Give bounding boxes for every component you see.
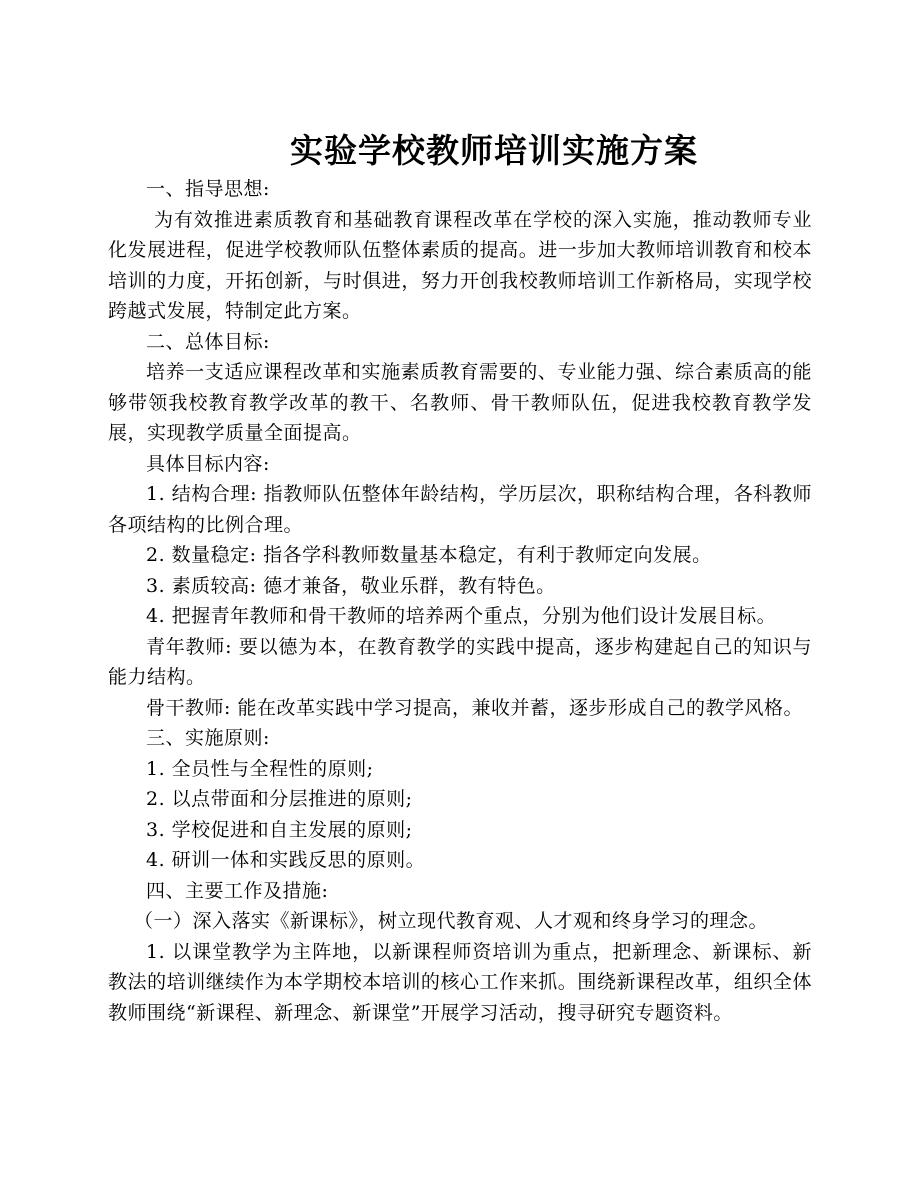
list-item-principle-3: 3. 学校促进和自主发展的原则; <box>146 818 413 841</box>
document-title: 实验学校教师培训实施方案 <box>290 131 698 170</box>
list-item-structure: 1. 结构合理: 指教师队伍整体年龄结构，学历层次，职称结构合理，各科教师各项结构的比例合理。 <box>108 483 812 536</box>
section-heading-guiding-ideology: 一、指导思想: <box>146 178 270 200</box>
list-item-principle-4: 4. 研训一体和实践反思的原则。 <box>146 849 426 871</box>
paragraph-guiding-ideology: 为有效推进素质教育和基础教育课程改革在学校的深入实施，推动教师专业化发展进程，促进学校教师队伍整体素质的提高。进一步加大教师培训教育和校本培训的力度，开拓创新，与时俱进，努力开创我校教师培训工作新格局，实现学校跨越式发展，特制定此方案。 <box>108 208 812 322</box>
subheading-new-curriculum: （一）深入落实《新课标》，树立现代教育观、人才观和终身学习的理念。 <box>134 910 769 932</box>
subheading-specific-goals: 具体目标内容: <box>146 452 270 475</box>
paragraph-overall-goal: 培养一支适应课程改革和实施素质教育需要的、专业能力强、综合素质高的能够带领我校教育教学改革的教干、名教师、骨干教师队伍，促进我校教育教学发展，实现教学质量全面提高。 <box>108 361 812 444</box>
paragraph-backbone-teachers: 骨干教师: 能在改革实践中学习提高，兼收并蓄，逐步形成自己的教学风格。 <box>146 696 803 719</box>
list-item-quality: 3. 素质较高: 德才兼备，敬业乐群，教有特色。 <box>146 574 556 597</box>
paragraph-young-teachers: 青年教师: 要以德为本，在教育教学的实践中提高，逐步构建起自己的知识与能力结构。 <box>108 635 812 688</box>
section-heading-measures: 四、主要工作及措施: <box>146 879 329 902</box>
list-item-principle-2: 2. 以点带面和分层推进的原则; <box>146 788 413 810</box>
paragraph-classroom-teaching: 1. 以课堂教学为主阵地，以新课程师资培训为重点，把新理念、新课标、新教法的培训继续作为本学期校本培训的核心工作来抓。围绕新课程改革，组织全体教师围绕“新课程、新理念、新课堂”开展学习活动，搜寻研究专题资料。 <box>108 940 812 1024</box>
section-heading-overall-goal: 二、总体目标: <box>146 330 270 353</box>
list-item-quantity: 2. 数量稳定: 指各学科教师数量基本稳定，有利于教师定向发展。 <box>146 544 712 566</box>
document-page <box>108 128 812 1028</box>
list-item-principle-1: 1. 全员性与全程性的原则; <box>146 757 374 780</box>
section-heading-principles: 三、实施原则: <box>146 727 270 749</box>
list-item-focus: 4. 把握青年教师和骨干教师的培养两个重点，分别为他们设计发展目标。 <box>146 605 777 627</box>
